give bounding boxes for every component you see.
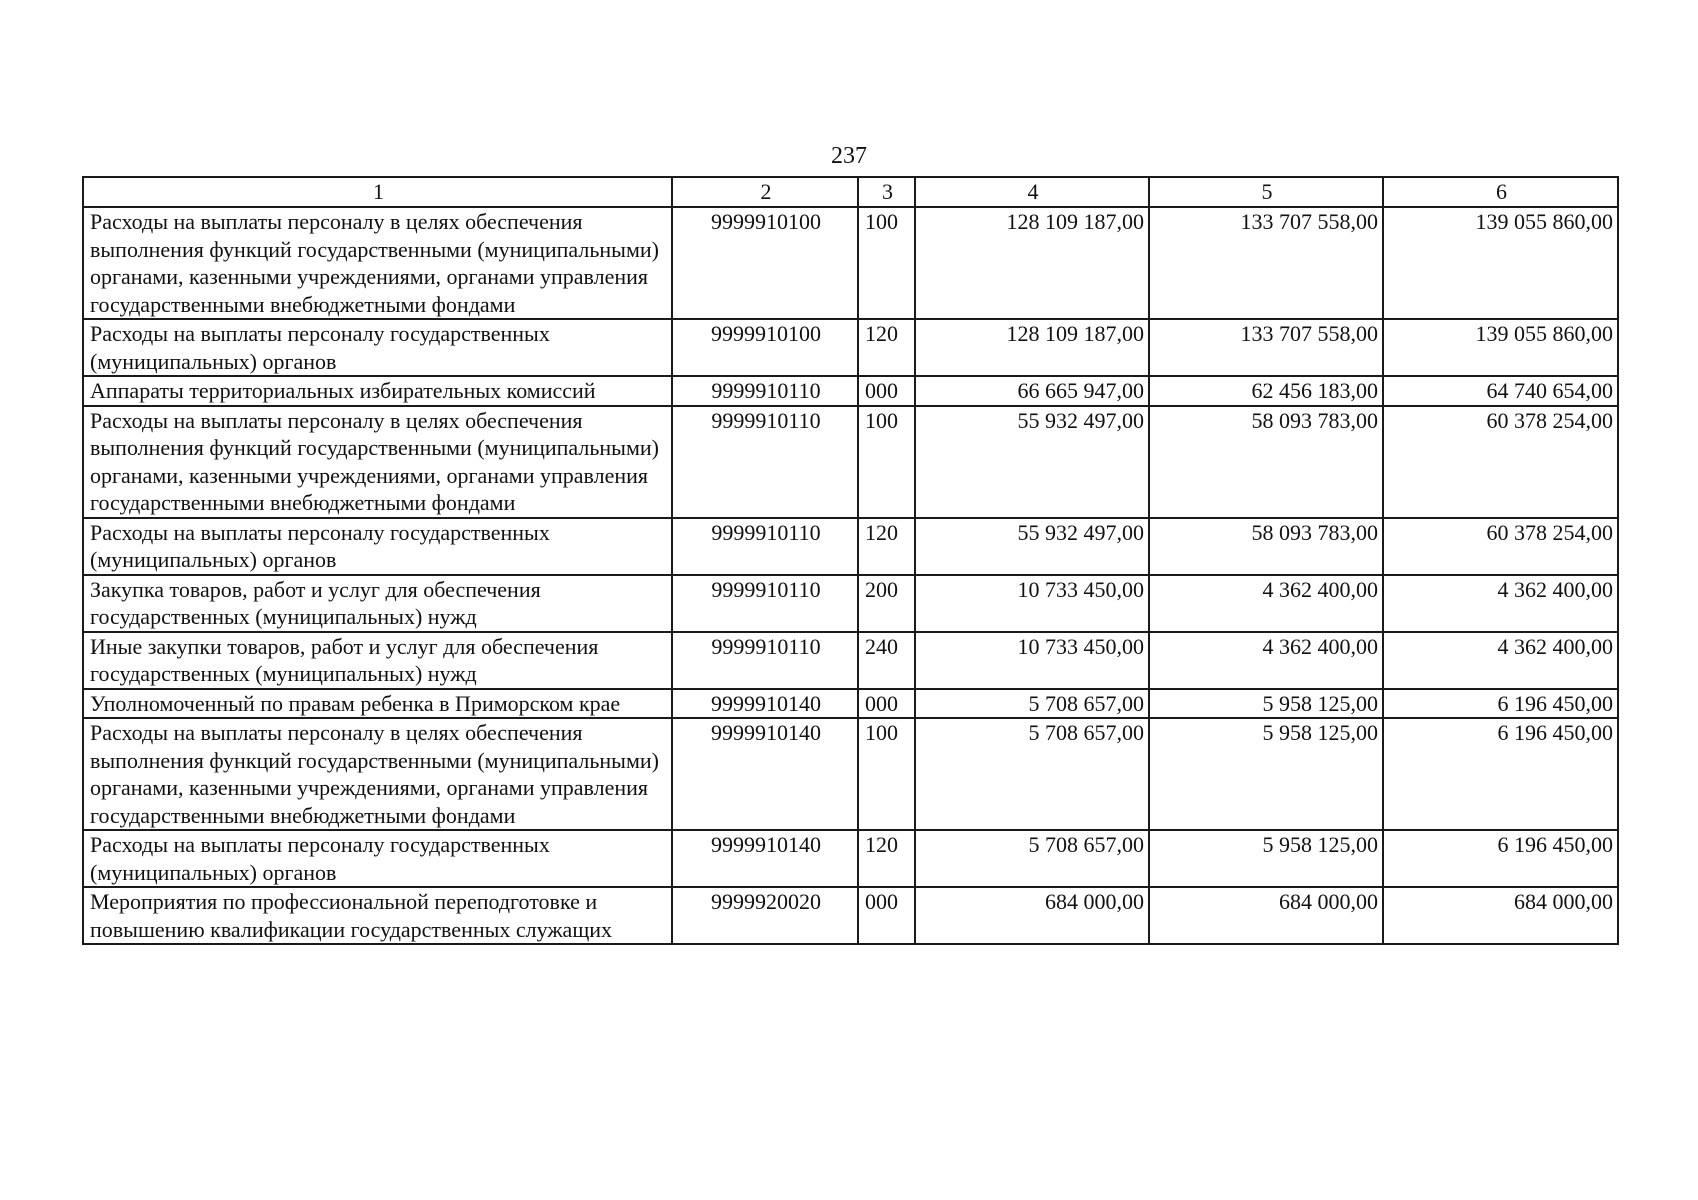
column-header-6: 6	[1383, 177, 1618, 207]
table-row	[83, 830, 1618, 887]
row-amount-col6: 684 000,00	[1383, 887, 1618, 944]
row-expense-kind: 200	[858, 575, 915, 632]
table-row	[83, 518, 1618, 575]
row-name: Иные закупки товаров, работ и услуг для обеспечения государственных (муниципальных) нужд	[83, 632, 672, 689]
row-amount-col6: 64 740 654,00	[1383, 376, 1618, 406]
row-name: Мероприятия по профессиональной переподготовке и повышению квалификации государственных служащих	[83, 887, 672, 944]
row-amount-col5: 133 707 558,00	[1149, 319, 1383, 376]
row-expense-kind: 120	[858, 319, 915, 376]
row-expense-kind: 000	[858, 887, 915, 944]
row-amount-col4: 5 708 657,00	[915, 718, 1149, 830]
row-amount-col4: 684 000,00	[915, 887, 1149, 944]
row-name: Расходы на выплаты персоналу в целях обеспечения выполнения функций государственными (муниципальными) органами, казенными учреждениями, органами управления государственными внебюджетными фондами	[83, 207, 672, 319]
row-amount-col6: 6 196 450,00	[1383, 718, 1618, 830]
row-expense-kind: 240	[858, 632, 915, 689]
row-amount-col5: 4 362 400,00	[1149, 632, 1383, 689]
table-row	[83, 632, 1618, 689]
row-target-code: 9999910140	[672, 718, 858, 830]
row-amount-col4: 5 708 657,00	[915, 830, 1149, 887]
row-amount-col6: 6 196 450,00	[1383, 689, 1618, 719]
row-name: Закупка товаров, работ и услуг для обеспечения государственных (муниципальных) нужд	[83, 575, 672, 632]
page-number: 237	[831, 143, 867, 169]
row-amount-col4: 5 708 657,00	[915, 689, 1149, 719]
row-amount-col5: 58 093 783,00	[1149, 518, 1383, 575]
row-expense-kind: 000	[858, 689, 915, 719]
row-amount-col4: 10 733 450,00	[915, 575, 1149, 632]
row-expense-kind: 100	[858, 207, 915, 319]
table-body	[83, 207, 1618, 944]
column-number-row	[83, 177, 1618, 207]
row-target-code: 9999920020	[672, 887, 858, 944]
row-amount-col4: 128 109 187,00	[915, 319, 1149, 376]
row-target-code: 9999910100	[672, 207, 858, 319]
row-expense-kind: 100	[858, 718, 915, 830]
row-amount-col6: 139 055 860,00	[1383, 319, 1618, 376]
row-target-code: 9999910110	[672, 376, 858, 406]
row-amount-col6: 60 378 254,00	[1383, 518, 1618, 575]
row-amount-col5: 5 958 125,00	[1149, 718, 1383, 830]
row-amount-col4: 10 733 450,00	[915, 632, 1149, 689]
row-expense-kind: 120	[858, 518, 915, 575]
table-row	[83, 207, 1618, 319]
row-target-code: 9999910140	[672, 830, 858, 887]
row-amount-col4: 66 665 947,00	[915, 376, 1149, 406]
column-header-1: 1	[83, 177, 672, 207]
row-expense-kind: 120	[858, 830, 915, 887]
row-name: Расходы на выплаты персоналу в целях обеспечения выполнения функций государственными (муниципальными) органами, казенными учреждениями, органами управления государственными внебюджетными фондами	[83, 406, 672, 518]
row-expense-kind: 000	[858, 376, 915, 406]
row-amount-col5: 62 456 183,00	[1149, 376, 1383, 406]
column-header-4: 4	[915, 177, 1149, 207]
column-header-2: 2	[672, 177, 858, 207]
row-target-code: 9999910110	[672, 406, 858, 518]
row-amount-col5: 133 707 558,00	[1149, 207, 1383, 319]
row-amount-col5: 684 000,00	[1149, 887, 1383, 944]
row-amount-col5: 4 362 400,00	[1149, 575, 1383, 632]
row-target-code: 9999910110	[672, 575, 858, 632]
budget-table	[82, 176, 1619, 945]
row-target-code: 9999910140	[672, 689, 858, 719]
row-amount-col6: 6 196 450,00	[1383, 830, 1618, 887]
table-row	[83, 718, 1618, 830]
table-row	[83, 887, 1618, 944]
row-amount-col4: 55 932 497,00	[915, 406, 1149, 518]
row-target-code: 9999910110	[672, 632, 858, 689]
row-amount-col5: 58 093 783,00	[1149, 406, 1383, 518]
table-row	[83, 689, 1618, 719]
row-name: Расходы на выплаты персоналу государственных (муниципальных) органов	[83, 319, 672, 376]
table-row	[83, 319, 1618, 376]
table-row	[83, 575, 1618, 632]
row-amount-col6: 4 362 400,00	[1383, 575, 1618, 632]
row-amount-col6: 139 055 860,00	[1383, 207, 1618, 319]
row-expense-kind: 100	[858, 406, 915, 518]
row-amount-col4: 55 932 497,00	[915, 518, 1149, 575]
row-name: Аппараты территориальных избирательных комиссий	[83, 376, 672, 406]
row-name: Расходы на выплаты персоналу государственных (муниципальных) органов	[83, 830, 672, 887]
table-row	[83, 376, 1618, 406]
row-amount-col6: 60 378 254,00	[1383, 406, 1618, 518]
row-amount-col6: 4 362 400,00	[1383, 632, 1618, 689]
table-row	[83, 406, 1618, 518]
row-amount-col4: 128 109 187,00	[915, 207, 1149, 319]
row-name: Уполномоченный по правам ребенка в Приморском крае	[83, 689, 672, 719]
row-target-code: 9999910110	[672, 518, 858, 575]
column-header-5: 5	[1149, 177, 1383, 207]
row-target-code: 9999910100	[672, 319, 858, 376]
row-amount-col5: 5 958 125,00	[1149, 830, 1383, 887]
table-header	[83, 177, 1618, 207]
row-name: Расходы на выплаты персоналу в целях обеспечения выполнения функций государственными (муниципальными) органами, казенными учреждениями, органами управления государственными внебюджетными фондами	[83, 718, 672, 830]
row-amount-col5: 5 958 125,00	[1149, 689, 1383, 719]
row-name: Расходы на выплаты персоналу государственных (муниципальных) органов	[83, 518, 672, 575]
column-header-3: 3	[858, 177, 915, 207]
